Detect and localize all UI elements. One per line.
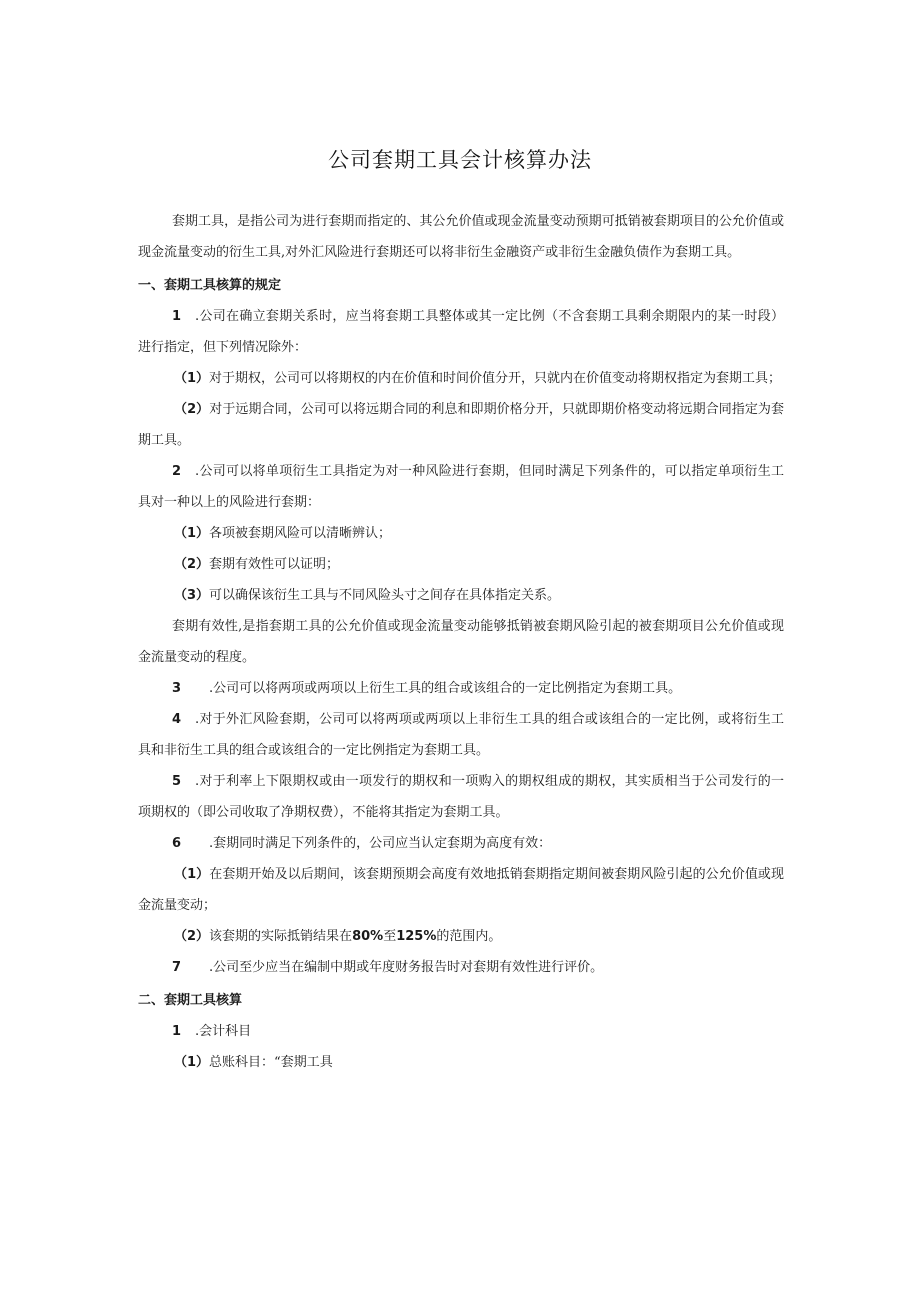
- s1-item4: [138, 704, 784, 766]
- s1-item3-text: .公司可以将两项或两项以上衍生工具的组合或该组合的一定比例指定为套期工具。: [209, 681, 682, 696]
- s1-item6-sub1-number: （1）: [174, 867, 210, 882]
- document-title: 公司套期工具会计核算办法: [328, 148, 592, 172]
- s1-item1-sub1-text: 对于期权，公司可以将期权的内在价值和时间价值分开，只就内在价值变动将期权指定为套期工具；: [209, 371, 782, 386]
- s1-item1-sub2-text: 对于远期合同，公司可以将远期合同的利息和即期价格分开，只就即期价格变动将远期合同指定为套期工具。: [138, 402, 784, 448]
- s1-item5-number: 5: [172, 774, 182, 789]
- s1-item2-sub2-text: 套期有效性可以证明；: [209, 557, 340, 572]
- s1-item4-number: 4: [172, 712, 182, 727]
- s1-item3-number: 3: [172, 681, 182, 696]
- s1-item6-text: .套期同时满足下列条件的，公司应当认定套期为高度有效：: [209, 836, 552, 851]
- s1-item1-number: 1: [172, 309, 182, 324]
- s1-item6-sub2-number: （2）: [174, 929, 210, 944]
- intro-paragraph: 套期工具，是指公司为进行套期而指定的、其公允价值或现金流量变动预期可抵销被套期项目的公允价值或现金流量变动的衍生工具,对外汇风险进行套期还可以将非衍生金融资产或非衍生金融负债作为套期工具。: [138, 214, 784, 260]
- s1-item6-sub2-text-a: 该套期的实际抵销结果在: [209, 929, 353, 944]
- s1-item7-text: .公司至少应当在编制中期或年度财务报告时对套期有效性进行评价。: [209, 960, 604, 975]
- s1-item1: [138, 301, 784, 363]
- s1-item6-number: 6: [172, 836, 182, 851]
- s1-item2-sub3-number: （3）: [174, 588, 210, 603]
- s1-item7: [138, 952, 784, 983]
- s1-item2-sub1: [138, 518, 784, 549]
- s1-item1-sub2: [138, 394, 784, 456]
- s1-item5: [138, 766, 784, 828]
- section2-heading: 二、套期工具核算: [138, 993, 243, 1008]
- s1-item1-sub1: [138, 363, 784, 394]
- document-body: [138, 206, 784, 1078]
- s1-item1-sub2-number: （2）: [174, 402, 210, 417]
- s1-item4-text: .对于外汇风险套期，公司可以将两项或两项以上非衍生工具的组合或该组合的一定比例，或将衍生工具和非衍生工具的组合或该组合的一定比例指定为套期工具。: [138, 712, 784, 758]
- s1-item6-sub1-text: 在套期开始及以后期间，该套期预期会高度有效地抵销套期指定期间被套期风险引起的公允价值或现金流量变动；: [138, 867, 784, 913]
- s1-item6-sub1: [138, 859, 784, 921]
- s1-item2-sub3: [138, 580, 784, 611]
- s1-item2: [138, 456, 784, 518]
- s1-item2-number: 2: [172, 464, 182, 479]
- s2-item1-sub1: [138, 1047, 784, 1078]
- s1-item2-sub2: [138, 549, 784, 580]
- s2-item1-number: 1: [172, 1024, 182, 1039]
- s1-item2-sub1-text: 各项被套期风险可以清晰辨认；: [209, 526, 392, 541]
- pct-low-value: 80%: [352, 929, 384, 944]
- s1-item2-text: .公司可以将单项衍生工具指定为对一种风险进行套期，但同时满足下列条件的，可以指定单项衍生工具对一种以上的风险进行套期：: [138, 464, 784, 510]
- s1-item5-text: .对于利率上下限期权或由一项发行的期权和一项购入的期权组成的期权，其实质相当于公司发行的一项期权的（即公司收取了净期权费），不能将其指定为套期工具。: [138, 774, 784, 820]
- s2-item1-sub1-number: （1）: [174, 1055, 210, 1070]
- s1-item7-number: 7: [172, 960, 182, 975]
- s1-item3: [138, 673, 784, 704]
- s2-item1: [138, 1016, 784, 1047]
- s1-item6: [138, 828, 784, 859]
- effectiveness-paragraph: 套期有效性,是指套期工具的公允价值或现金流量变动能够抵销被套期风险引起的被套期项目公允价值或现金流量变动的程度。: [138, 619, 784, 665]
- s1-item6-sub2-text-b: 至: [383, 929, 397, 944]
- pct-high-value: 125%: [396, 929, 437, 944]
- s1-item6-sub2-text-c: 的范围内。: [436, 929, 502, 944]
- s2-item1-sub1-text: 总账科目：“套期工具: [209, 1055, 333, 1070]
- section1-heading: 一、套期工具核算的规定: [138, 278, 282, 293]
- s1-item2-sub3-text: 可以确保该衍生工具与不同风险头寸之间存在具体指定关系。: [209, 588, 561, 603]
- s1-item1-text: .公司在确立套期关系时，应当将套期工具整体或其一定比例（不含套期工具剩余期限内的某一时段）进行指定，但下列情况除外：: [138, 309, 784, 355]
- s1-item2-sub1-number: （1）: [174, 526, 210, 541]
- s1-item6-sub2: [138, 921, 784, 952]
- s1-item1-sub1-number: （1）: [174, 371, 210, 386]
- s2-item1-text: .会计科目: [195, 1024, 252, 1039]
- s1-item2-sub2-number: （2）: [174, 557, 210, 572]
